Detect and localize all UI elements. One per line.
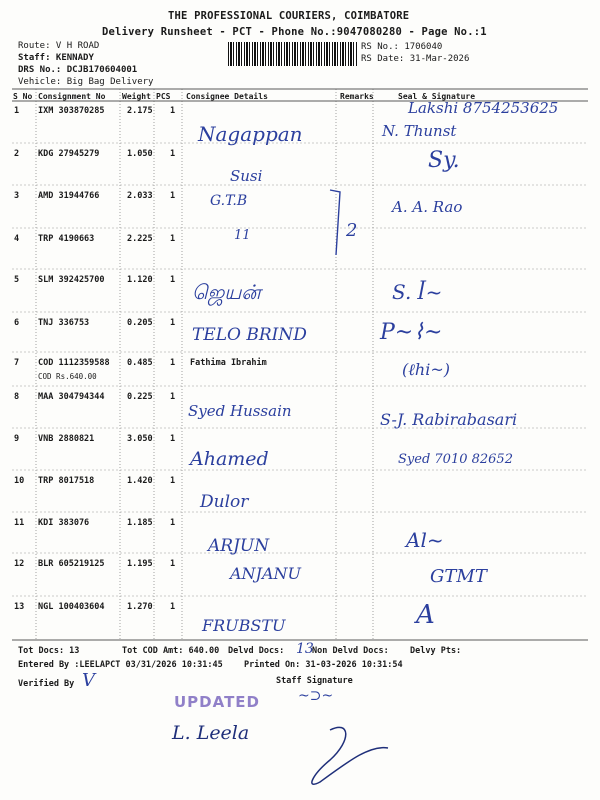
row-consignment-no: VNB 2880821 [38, 434, 95, 444]
staff-signature-mark: ~⊃~ [298, 688, 334, 704]
route: Route: V H ROAD [18, 41, 100, 51]
delivered-docs-label: Delvd Docs: [228, 646, 285, 656]
handwritten-signature-8: S-J. Rabirabasari [380, 410, 518, 429]
col-sno: S No [13, 92, 33, 101]
row-pcs: 1 [170, 602, 176, 612]
row-pcs: 1 [170, 234, 176, 244]
handwritten-remark-3-4: 2 [346, 220, 358, 241]
row-consignment-no: TRP 8017518 [38, 476, 95, 486]
row-pcs: 1 [170, 358, 176, 368]
handwritten-consignee-8: Syed Hussain [188, 402, 292, 420]
row-pcs: 1 [170, 106, 176, 116]
row-consignment-no: BLR 605219125 [38, 559, 105, 569]
row-weight: 0.205 [127, 318, 153, 328]
handwritten-signature-1b: N. Thunst [382, 122, 457, 140]
row-sno: 12 [14, 559, 25, 569]
verified-by-signature: V [82, 670, 95, 691]
row-pcs: 1 [170, 318, 176, 328]
handwritten-consignee-10: Dulor [200, 492, 249, 512]
staff: Staff: KENNADY [18, 53, 94, 63]
row-sno: 3 [14, 191, 20, 201]
row-pcs: 1 [170, 392, 176, 402]
row-pcs: 1 [170, 275, 176, 285]
row-consignment-no: MAA 304794344 [38, 392, 105, 402]
row-weight: 0.225 [127, 392, 153, 402]
total-docs: Tot Docs: 13 [18, 646, 80, 656]
row-consignment-no: KDG 27945279 [38, 149, 100, 159]
leela-signature: L. Leela [172, 722, 250, 744]
handwritten-consignee-4: 11 [234, 228, 251, 243]
row-weight: 2.225 [127, 234, 153, 244]
row-sno: 9 [14, 434, 20, 444]
row-sno: 2 [14, 149, 20, 159]
row-consignment-no: TNJ 336753 [38, 318, 90, 328]
handwritten-signature-6: P~⌇~ [380, 320, 443, 345]
row-weight: 1.050 [127, 149, 153, 159]
col-consignment: Consignment No [38, 92, 106, 101]
row-sno: 1 [14, 106, 20, 116]
handwritten-consignee-5: ஜெயன் [192, 280, 261, 304]
row-consignment-no: TRP 4190663 [38, 234, 95, 244]
row-pcs: 1 [170, 149, 176, 159]
row-weight: 1.270 [127, 602, 153, 612]
handwritten-consignee-9: Ahamed [190, 448, 269, 470]
row-consignment-no: SLM 392425700 [38, 275, 105, 285]
total-cod-amount: Tot COD Amt: 640.00 [122, 646, 220, 656]
row-consignment-no: COD 1112359588 [38, 358, 110, 368]
row-weight: 2.175 [127, 106, 153, 116]
rs-number: RS No.: 1706040 [361, 42, 443, 52]
col-remarks: Remarks [340, 92, 374, 101]
handwritten-consignee-3: G.T.B [210, 193, 248, 209]
row-weight: 1.185 [127, 518, 153, 528]
col-seal-signature: Seal & Signature [398, 92, 476, 101]
row-consignment-no: KDI 383076 [38, 518, 90, 528]
row-weight: 0.485 [127, 358, 153, 368]
handwritten-signature-3: A. A. Rao [392, 198, 463, 216]
row-weight: 1.420 [127, 476, 153, 486]
row-weight: 1.120 [127, 275, 153, 285]
row-cod-note: COD Rs.640.00 [38, 372, 97, 381]
drs-number: DRS No.: DCJB170604001 [18, 65, 138, 75]
row-pcs: 1 [170, 476, 176, 486]
handwritten-signature-1: Lakshi 8754253625 [408, 99, 559, 117]
company-title: THE PROFESSIONAL COURIERS, COIMBATORE [168, 10, 410, 22]
row-sno: 7 [14, 358, 20, 368]
entered-by: Entered By :LEELAPCT 03/31/2026 10:31:45 [18, 660, 223, 670]
handwritten-signature-9: Syed 7010 82652 [398, 452, 513, 467]
handwritten-consignee-11: ARJUN [208, 536, 270, 556]
row-sno: 13 [14, 602, 25, 612]
handwritten-signature-7: (ℓhi~) [402, 360, 450, 379]
col-weight: Weight [122, 92, 151, 101]
row-consignment-no: NGL 100403604 [38, 602, 105, 612]
handwritten-consignee-13: FRUBSTU [202, 616, 286, 635]
handwritten-delivered-docs: 13 [296, 641, 314, 657]
row-sno: 5 [14, 275, 20, 285]
handwritten-signature-11: Al~ [406, 528, 444, 552]
vehicle: Vehicle: Big Bag Delivery [18, 77, 154, 87]
row-weight: 3.050 [127, 434, 153, 444]
col-consignee: Consignee Details [186, 92, 268, 101]
handwritten-signature-13: A [416, 600, 435, 630]
runsheet-subtitle: Delivery Runsheet - PCT - Phone No.:9047080280 - Page No.:1 [102, 26, 487, 38]
row-weight: 1.195 [127, 559, 153, 569]
row-sno: 10 [14, 476, 25, 486]
handwritten-consignee-1: Nagappan [198, 122, 303, 146]
row-weight: 2.033 [127, 191, 153, 201]
handwritten-consignee-6: TELO BRIND [192, 325, 307, 345]
row-sno: 11 [14, 518, 25, 528]
row-sno: 8 [14, 392, 20, 402]
row-sno: 4 [14, 234, 20, 244]
row-consignee: Fathima Ibrahim [190, 358, 267, 368]
printed-on: Printed On: 31-03-2026 10:31:54 [244, 660, 403, 670]
handwritten-signature-5: S. ꟾ~ [392, 280, 443, 304]
handwritten-consignee-12: ANJANU [230, 564, 302, 583]
updated-stamp: UPDATED [174, 693, 260, 711]
row-pcs: 1 [170, 434, 176, 444]
row-pcs: 1 [170, 518, 176, 528]
row-pcs: 1 [170, 191, 176, 201]
row-sno: 6 [14, 318, 20, 328]
row-pcs: 1 [170, 559, 176, 569]
verified-by-label: Verified By [18, 679, 75, 689]
handwritten-consignee-2: Susi [230, 167, 263, 185]
non-delivered-docs-label: Non Delvd Docs: [312, 646, 389, 656]
col-pcs: PCS [156, 92, 171, 101]
row-consignment-no: AMD 31944766 [38, 191, 100, 201]
handwritten-signature-12: GTMT [430, 566, 487, 587]
staff-signature-label: Staff Signature [276, 676, 353, 686]
row-consignment-no: IXM 303870285 [38, 106, 105, 116]
handwritten-signature-2: Sy. [428, 148, 460, 173]
delivery-points-label: Delvy Pts: [410, 646, 462, 656]
rs-date: RS Date: 31-Mar-2026 [361, 54, 470, 64]
